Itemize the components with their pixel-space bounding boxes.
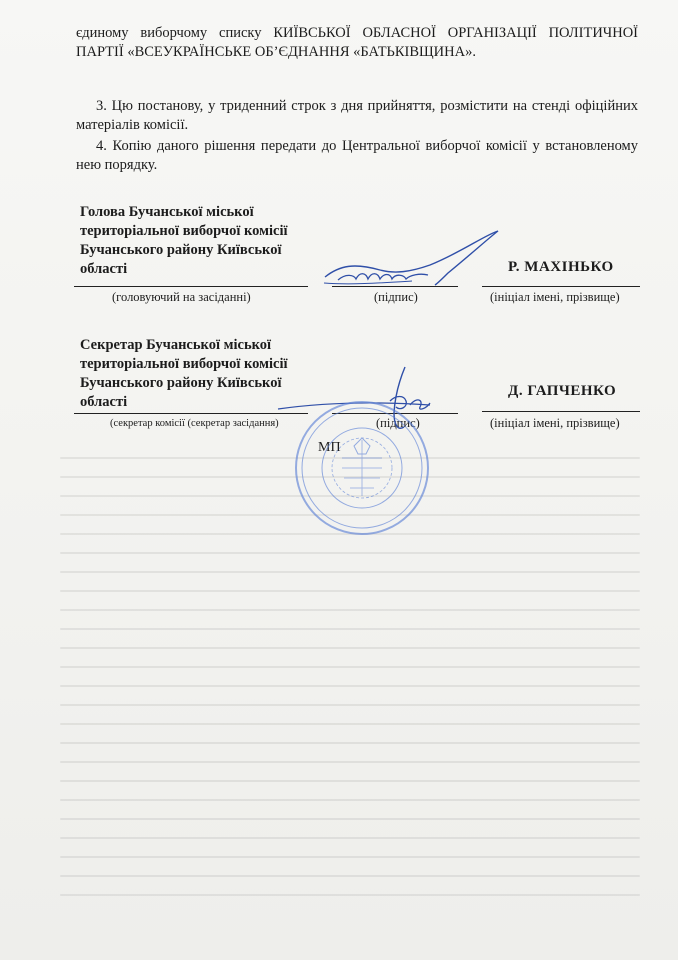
head-name-line: [482, 286, 640, 287]
head-role-line: [74, 286, 308, 287]
paragraph-transfer: 4. Копію даного рішення передати до Центральної виборчої комісії у встановленому нею порядку.: [76, 138, 638, 173]
secretary-signature-caption: (підпис): [376, 416, 420, 430]
head-signature: [320, 225, 500, 295]
secretary-role-caption: (секретар комісії (секретар засідання): [110, 418, 279, 429]
secretary-name: Д. ГАПЧЕНКО: [508, 383, 617, 399]
head-name-caption: (ініціал імені, прізвище): [490, 290, 620, 304]
paragraph-party-list: єдиному виборчому списку КИЇВСЬКОЇ ОБЛАСНОЇ ОРГАНІЗАЦІЇ ПОЛІТИЧНОЇ ПАРТІЇ «ВСЕУКРАЇНСЬКЕ ОБ’ЄДНАННЯ «БАТЬКІВЩИНА».: [76, 25, 638, 60]
head-signature-caption: (підпис): [374, 290, 418, 304]
head-title: Голова Бучанської міської територіальної виборчої комісії Бучанського району Київської області: [80, 204, 288, 277]
official-stamp: [292, 398, 432, 538]
secretary-name-line: [482, 411, 640, 412]
secretary-name-caption: (ініціал імені, прізвище): [490, 416, 620, 430]
paragraph-publication: 3. Цю постанову, у триденний строк з дня прийняття, розмістити на стенді офіційних матеріалів комісії.: [76, 98, 638, 133]
seal-label: МП: [318, 440, 341, 455]
secretary-title: Секретар Бучанської міської територіальної виборчої комісії Бучанського району Київської області: [80, 337, 288, 410]
head-role-caption: (головуючий на засіданні): [112, 290, 251, 304]
head-name: Р. МАХІНЬКО: [508, 259, 614, 275]
